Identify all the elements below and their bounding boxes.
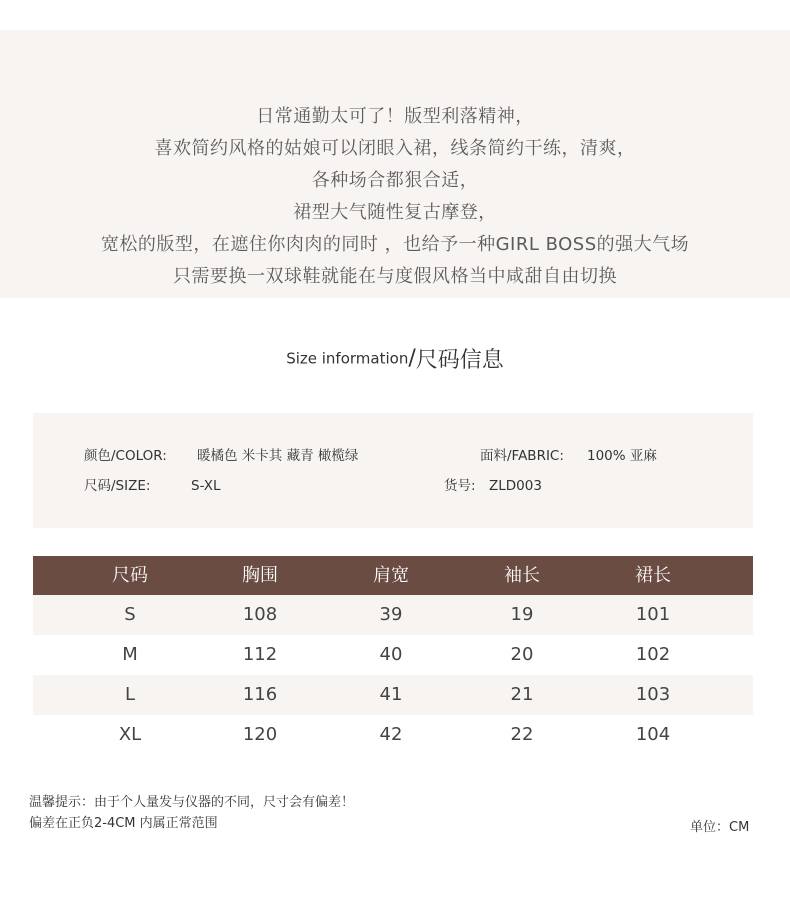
header-bust: 胸围 xyxy=(242,565,278,586)
table-cell: 120 xyxy=(242,724,278,745)
header-length: 裙长 xyxy=(635,565,671,586)
fabric-info xyxy=(480,447,657,465)
disclaimer-line-2: 偏差在正负2-4CM 内属正常范围 xyxy=(29,816,218,831)
table-cell: 116 xyxy=(242,684,278,705)
header-shoulder: 肩宽 xyxy=(373,565,409,586)
unit-label: 单位：CM xyxy=(690,820,750,835)
table-cell: 103 xyxy=(635,684,671,705)
table-cell: 112 xyxy=(242,644,278,665)
intro-line: 日常通勤太可了！版型利落精神， xyxy=(256,106,534,127)
color-info xyxy=(84,447,359,465)
table-cell: 19 xyxy=(510,604,534,625)
table-cell: L xyxy=(124,684,136,705)
section-title-separator: / xyxy=(408,346,416,371)
fabric-value: 100% 亚麻 xyxy=(587,448,657,464)
table-cell: 41 xyxy=(379,684,403,705)
table-row xyxy=(33,675,753,715)
intro-line: 裙型大气随性复古摩登， xyxy=(293,202,497,223)
table-cell: 21 xyxy=(510,684,534,705)
size-disclaimer xyxy=(29,792,354,834)
intro-text xyxy=(0,101,790,293)
intro-line: 各种场合都狠合适， xyxy=(311,170,479,191)
fabric-label: 面料/FABRIC: xyxy=(480,448,564,464)
table-cell: S xyxy=(124,604,136,625)
table-cell: 101 xyxy=(635,604,671,625)
table-cell: XL xyxy=(118,724,142,745)
header-sleeve: 袖长 xyxy=(504,565,540,586)
intro-section xyxy=(0,30,790,298)
table-cell: M xyxy=(122,644,138,665)
table-row xyxy=(33,715,753,755)
product-info-box xyxy=(33,413,753,528)
table-cell: 104 xyxy=(635,724,671,745)
table-cell: 39 xyxy=(379,604,403,625)
sku-info xyxy=(444,477,542,495)
disclaimer-line-1: 温馨提示：由于个人量发与仪器的不同，尺寸会有偏差！ xyxy=(29,795,355,810)
table-header-row xyxy=(33,556,753,595)
section-title-cn: 尺码信息 xyxy=(415,348,504,373)
table-cell: 108 xyxy=(242,604,278,625)
table-cell: 102 xyxy=(635,644,671,665)
header-size: 尺码 xyxy=(112,565,148,586)
sku-label: 货号: xyxy=(444,478,476,494)
table-cell: 42 xyxy=(379,724,403,745)
table-cell: 20 xyxy=(510,644,534,665)
color-label: 颜色/COLOR: xyxy=(84,448,167,464)
table-row xyxy=(33,635,753,675)
table-row xyxy=(33,595,753,635)
size-info xyxy=(84,477,221,495)
table-cell: 40 xyxy=(379,644,403,665)
section-title xyxy=(0,343,790,374)
color-value: 暖橘色 米卡其 藏青 橄榄绿 xyxy=(197,448,359,464)
sku-value: ZLD003 xyxy=(489,478,542,494)
size-value: S-XL xyxy=(191,478,221,494)
intro-line: 宽松的版型，在遮住你肉肉的同时 ，也给予一种GIRL BOSS的强大气场 xyxy=(100,234,690,255)
size-label: 尺码/SIZE: xyxy=(84,478,151,494)
section-title-en: Size information xyxy=(286,349,409,368)
intro-line: 喜欢简约风格的姑娘可以闭眼入裙，线条简约干练，清爽， xyxy=(154,138,636,159)
intro-line: 只需要换一双球鞋就能在与度假风格当中咸甜自由切换 xyxy=(173,266,617,287)
size-table xyxy=(33,556,753,755)
table-cell: 22 xyxy=(510,724,534,745)
